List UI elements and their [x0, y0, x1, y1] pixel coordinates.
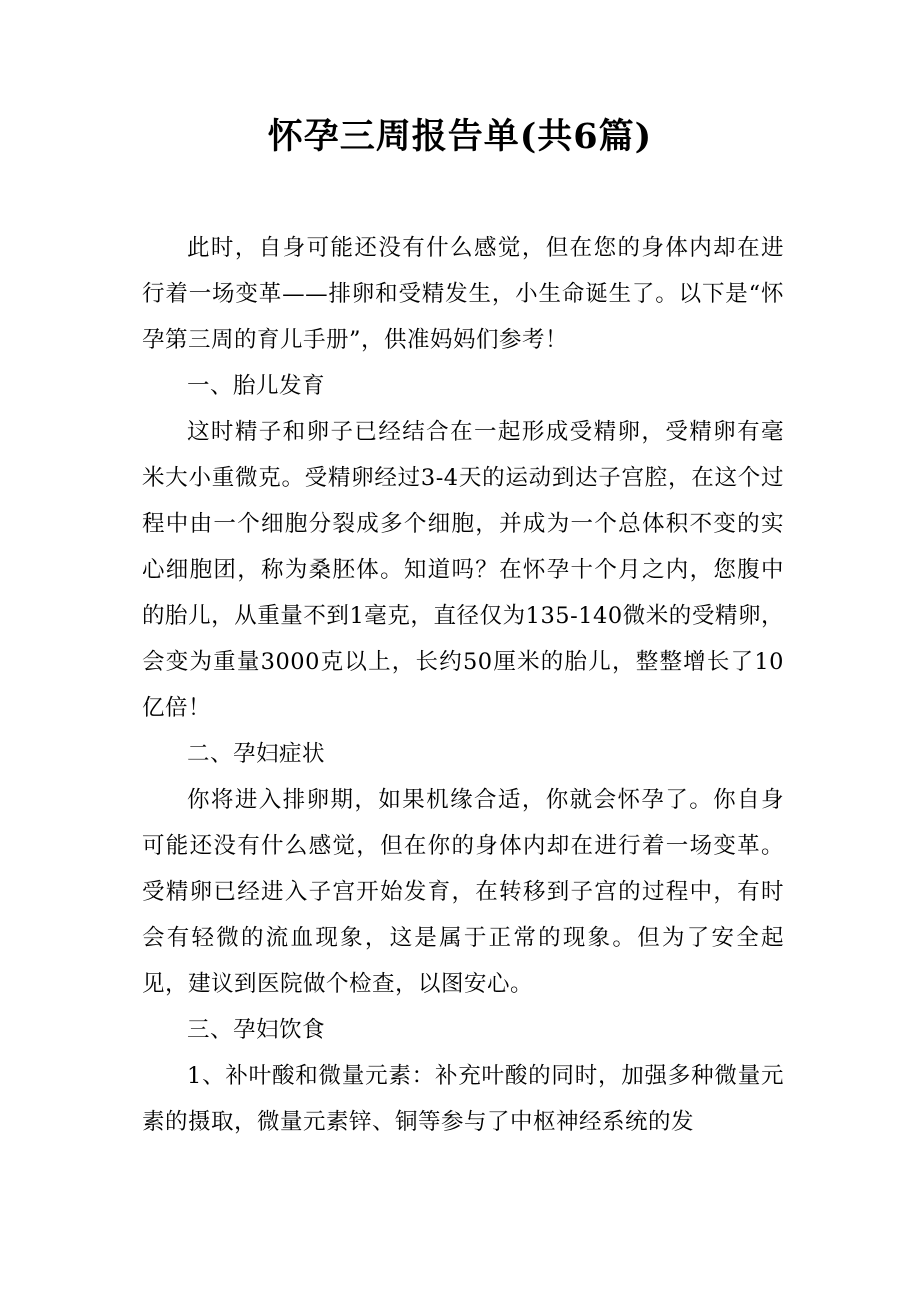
fetal-development-paragraph: 这时精子和卵子已经结合在一起形成受精卵，受精卵有毫米大小重微克。受精卵经过3-4天的运动到达子宫腔，在这个过程中由一个细胞分裂成多个细胞，并成为一个总体积不变的实心细胞团，称为桑胚体。知道吗？在怀孕十个月之内，您腹中的胎儿，从重量不到1毫克，直径仅为135-140微米的受精卵，会变为重量3000克以上，长约50厘米的胎儿，整整增长了10亿倍！ — [142, 419, 784, 721]
diet-paragraph: 1、补叶酸和微量元素：补充叶酸的同时，加强多种微量元素的摄取，微量元素锌、铜等参与了中枢神经系统的发 — [142, 1063, 784, 1135]
intro-paragraph: 此时，自身可能还没有什么感觉，但在您的身体内却在进行着一场变革——排卵和受精发生，小生命诞生了。以下是“怀孕第三周的育儿手册”，供准妈妈们参考！ — [142, 235, 784, 353]
symptoms-paragraph: 你将进入排卵期，如果机缘合适，你就会怀孕了。你自身可能还没有什么感觉，但在你的身体内却在进行着一场变革。受精卵已经进入子宫开始发育，在转移到子宫的过程中，有时会有轻微的流血现象，这是属于正常的现象。但为了安全起见，建议到医院做个检查，以图安心。 — [142, 787, 784, 997]
section-heading-diet: 三、孕妇饮食 — [187, 1017, 326, 1043]
section-heading-symptoms: 二、孕妇症状 — [187, 741, 326, 767]
document-body — [142, 225, 784, 1145]
section-heading-fetal-development: 一、胎儿发育 — [187, 373, 326, 399]
document-title: 怀孕三周报告单(共6篇) — [267, 116, 653, 157]
